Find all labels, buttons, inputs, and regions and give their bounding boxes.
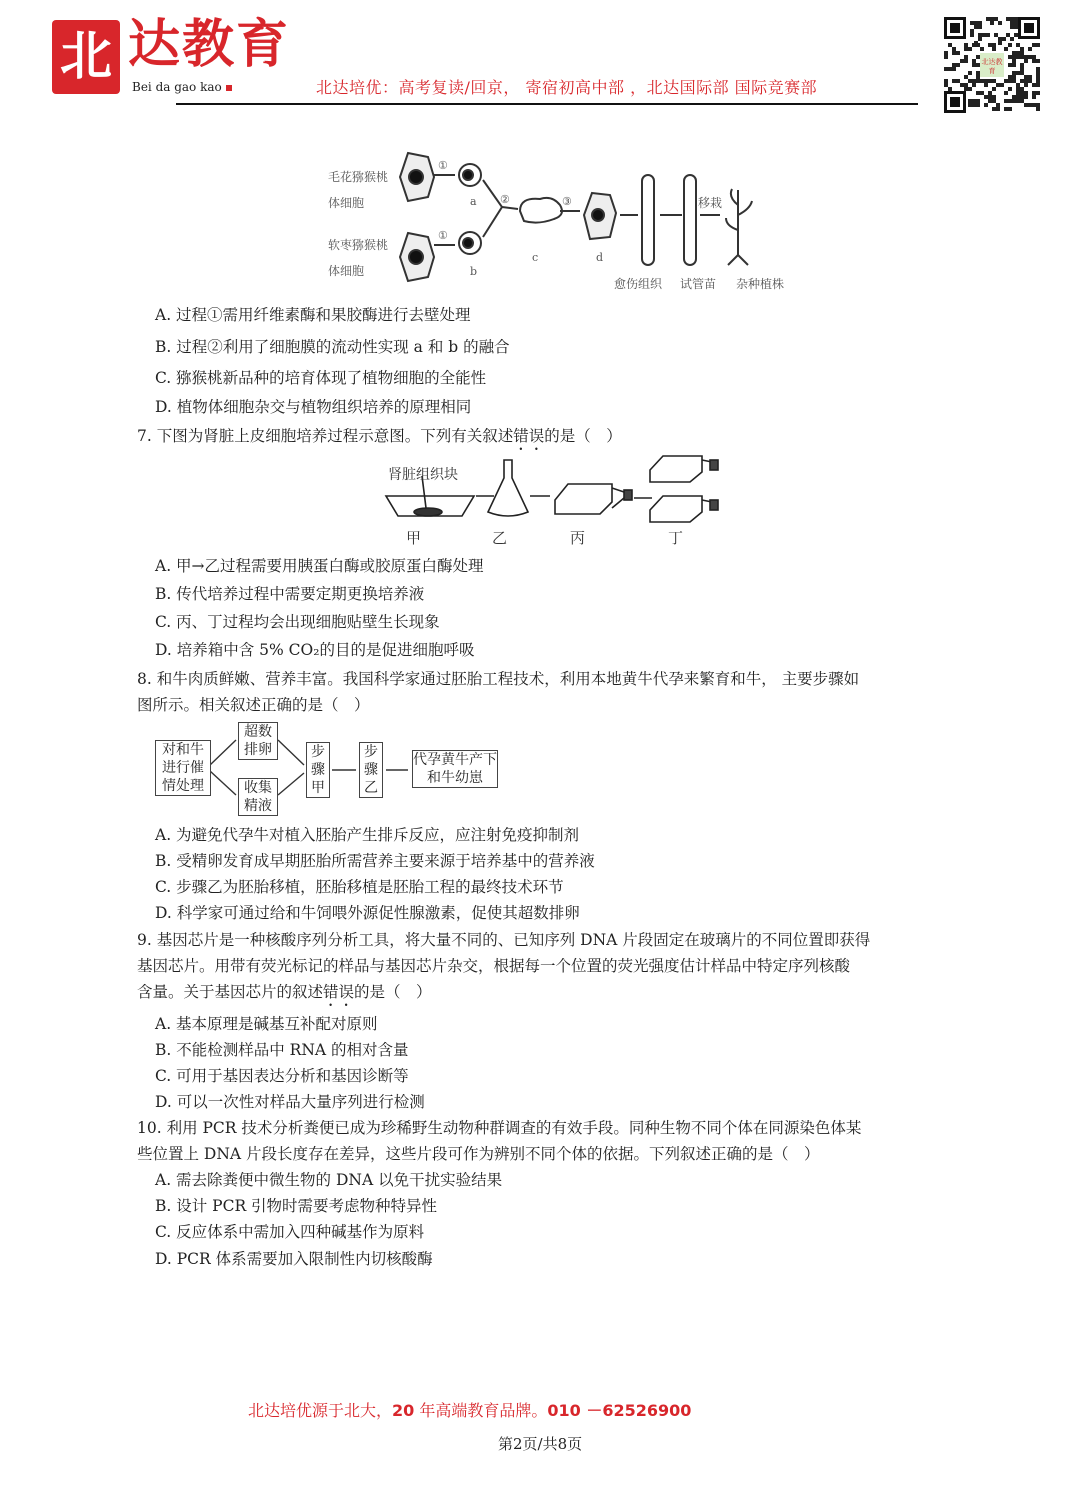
q9-stem-emphasis: 错误 bbox=[323, 983, 355, 1001]
fig1-label: 移栽 bbox=[698, 196, 723, 210]
footer-text: 年高端教育品牌。 bbox=[414, 1401, 548, 1420]
q8-option-c: C. 步骤乙为胚胎移植，胚胎移植是胚胎工程的最终技术环节 bbox=[155, 878, 564, 896]
footer-phone: 010 －62526900 bbox=[547, 1401, 692, 1420]
fig1-label: 愈伤组织 bbox=[614, 277, 663, 291]
logo-mark bbox=[52, 20, 120, 94]
q8-option-b: B. 受精卵发育成早期胚胎所需营养主要来源于培养基中的营养液 bbox=[155, 852, 595, 870]
fig1-label: 体细胞 bbox=[328, 196, 365, 210]
q6-option-d: D. 植物体细胞杂交与植物组织培养的原理相同 bbox=[155, 398, 472, 416]
fig1-label: a bbox=[470, 195, 477, 208]
q10-stem-line1: 10. 利用 PCR 技术分析粪便已成为珍稀野生动物种群调查的有效手段。同种生物不同个体在同源染色体某 bbox=[137, 1119, 862, 1137]
fig1-label: d bbox=[596, 251, 604, 264]
q9-stem-line1: 9. 基因芯片是一种核酸序列分析工具，将大量不同的、已知序列 DNA 片段固定在玻璃片的不同位置即获得 bbox=[137, 931, 871, 949]
fig1-label: ② bbox=[500, 193, 510, 206]
q9-stem-text: 含量。关于基因芯片的叙述 bbox=[137, 983, 324, 1001]
flow-start-box: 对和牛进行催情处理 bbox=[155, 740, 211, 796]
q8-option-d: D. 科学家可通过给和牛饲喂外源促性腺激素，促使其超数排卵 bbox=[155, 904, 580, 922]
q10-stem-line2: 些位置上 DNA 片段长度存在差异，这些片段可作为辨别不同个体的依据。下列叙述正确的是（ ） bbox=[137, 1145, 820, 1163]
header-slogan: 北达培优：高考复读/回京， 寄宿初高中部 ，北达国际部 国际竞赛部 bbox=[316, 78, 818, 97]
q6-option-a: A. 过程①需用纤维素酶和果胶酶进行去壁处理 bbox=[155, 306, 471, 324]
fig1-label: 体细胞 bbox=[328, 264, 365, 278]
q7-option-d: D. 培养箱中含 5% CO₂的目的是促进细胞呼吸 bbox=[155, 641, 475, 659]
fig1-label: 毛花猕猴桃 bbox=[328, 170, 389, 184]
fig2-stage: 丁 bbox=[668, 529, 684, 547]
flow-upper-box: 超数排卵 bbox=[238, 722, 278, 760]
q7-stem-text: 7. 下图为肾脏上皮细胞培养过程示意图。下列有关叙述 bbox=[137, 427, 514, 445]
q7-stem-emphasis: 错误 bbox=[513, 427, 545, 445]
logo-pinyin bbox=[132, 80, 232, 94]
flow-end-box: 代孕黄牛产下和牛幼崽 bbox=[413, 752, 497, 786]
fig1-label: 杂种植株 bbox=[736, 277, 785, 291]
q7-option-a: A. 甲→乙过程需要用胰蛋白酶或胶原蛋白酶处理 bbox=[155, 557, 484, 575]
footer-years: 20 bbox=[392, 1401, 415, 1420]
flow-step1-box: 步骤甲 bbox=[306, 742, 330, 798]
fig1-label: 试管苗 bbox=[680, 277, 717, 291]
fig2-stage: 乙 bbox=[492, 529, 508, 547]
q8-stem-line1: 8. 和牛肉质鲜嫩、营养丰富。我国科学家通过胚胎工程技术，利用本地黄牛代孕来繁育和牛， 主要步骤如 bbox=[137, 670, 860, 688]
q7-option-b: B. 传代培养过程中需要定期更换培养液 bbox=[155, 585, 425, 603]
figure-plant-cell-fusion bbox=[320, 145, 800, 295]
q7-stem-end: 的是（ ） bbox=[544, 427, 622, 445]
q8-stem-line2: 图所示。相关叙述正确的是（ ） bbox=[137, 696, 370, 714]
q9-option-a: A. 基本原理是碱基互补配对原则 bbox=[155, 1015, 378, 1033]
logo-name: 达教育 bbox=[128, 14, 291, 75]
q9-stem-line2: 基因芯片。用带有荧光标记的样品与基因芯片杂交，根据每一个位置的荧光强度估计样品中特定序列核酸 bbox=[137, 957, 851, 975]
logo-pinyin-text: Bei da gao kao bbox=[132, 80, 222, 94]
q7-stem bbox=[137, 426, 622, 454]
fig1-label: b bbox=[470, 265, 478, 278]
fig1-label: c bbox=[532, 251, 539, 264]
figure-kidney-cell-culture bbox=[380, 452, 720, 552]
q6-option-b: B. 过程②利用了细胞膜的流动性实现 a 和 b 的融合 bbox=[155, 338, 510, 356]
logo-square bbox=[226, 85, 232, 91]
fig1-label: 软枣猕猴桃 bbox=[328, 238, 389, 252]
logo-char: 北 bbox=[59, 26, 112, 87]
qr-center-logo: 北达教育 bbox=[981, 58, 1003, 75]
footer-slogan bbox=[248, 1401, 691, 1421]
q10-option-c: C. 反应体系中需加入四种碱基作为原料 bbox=[155, 1223, 425, 1241]
fig2-stage: 甲 bbox=[406, 529, 422, 547]
fig1-label: ① bbox=[438, 229, 448, 242]
fig1-label: ③ bbox=[562, 195, 572, 208]
q9-stem-line3 bbox=[137, 982, 432, 1010]
q8-option-a: A. 为避免代孕牛对植入胚胎产生排斥反应，应注射免疫抑制剂 bbox=[155, 826, 580, 844]
fig1-label: ① bbox=[438, 159, 448, 172]
q9-option-c: C. 可用于基因表达分析和基因诊断等 bbox=[155, 1067, 409, 1085]
q6-option-c: C. 猕猴桃新品种的培育体现了植物细胞的全能性 bbox=[155, 369, 487, 387]
page-number: 第2页/共8页 bbox=[498, 1435, 583, 1453]
q7-option-c: C. 丙、丁过程均会出现细胞贴壁生长现象 bbox=[155, 613, 440, 631]
q10-option-b: B. 设计 PCR 引物时需要考虑物种特异性 bbox=[155, 1197, 438, 1215]
fig2-stage: 丙 bbox=[570, 529, 586, 547]
fig2-tissue-label: 肾脏组织块 bbox=[388, 467, 458, 483]
header-divider bbox=[176, 103, 918, 105]
footer-text: 北达培优源于北大， bbox=[248, 1401, 393, 1420]
flow-step2-box: 步骤乙 bbox=[359, 742, 383, 798]
q9-option-b: B. 不能检测样品中 RNA 的相对含量 bbox=[155, 1041, 409, 1059]
flow-lower-box: 收集精液 bbox=[238, 778, 278, 816]
q10-option-d: D. PCR 体系需要加入限制性内切核酸酶 bbox=[155, 1250, 433, 1268]
q9-option-d: D. 可以一次性对样品大量序列进行检测 bbox=[155, 1093, 425, 1111]
q10-option-a: A. 需去除粪便中微生物的 DNA 以免干扰实验结果 bbox=[155, 1171, 503, 1189]
q9-stem-end: 的是（ ） bbox=[354, 983, 432, 1001]
